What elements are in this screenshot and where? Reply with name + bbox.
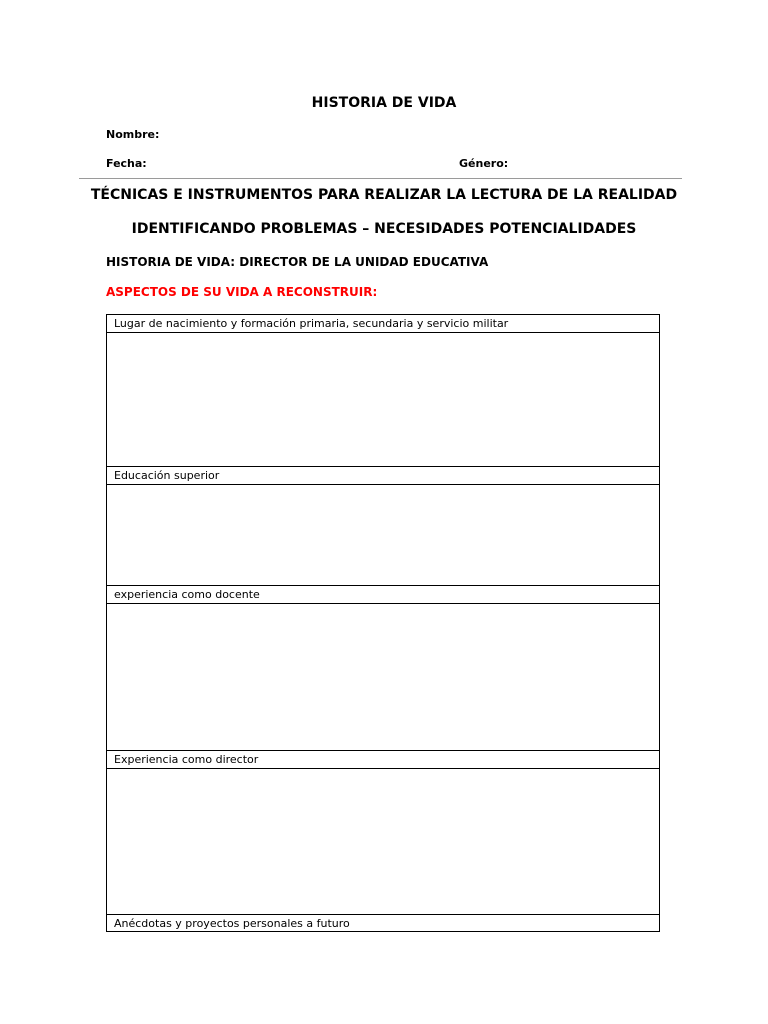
header-divider	[79, 178, 682, 179]
answer-box-experiencia-docente[interactable]	[107, 604, 659, 750]
life-aspects-table	[106, 314, 660, 932]
fecha-label: Fecha:	[106, 157, 147, 170]
heading-tecnicas: TÉCNICAS E INSTRUMENTOS PARA REALIZAR LA LECTURA DE LA REALIDAD	[90, 187, 678, 203]
answer-box-educacion-superior[interactable]	[107, 485, 659, 585]
row-label-experiencia-docente: experiencia como docente	[114, 588, 260, 601]
answer-box-nacimiento[interactable]	[107, 333, 659, 466]
genero-label: Género:	[459, 157, 509, 170]
nombre-label: Nombre:	[106, 128, 160, 141]
row-label-experiencia-director: Experiencia como director	[114, 753, 259, 766]
subheading-historia: HISTORIA DE VIDA: DIRECTOR DE LA UNIDAD EDUCATIVA	[106, 255, 489, 269]
section-heading-aspectos: ASPECTOS DE SU VIDA A RECONSTRUIR:	[106, 285, 378, 299]
document-title: HISTORIA DE VIDA	[311, 95, 457, 111]
heading-identificando: IDENTIFICANDO PROBLEMAS – NECESIDADES POTENCIALIDADES	[131, 221, 637, 237]
row-label-anecdotas: Anécdotas y proyectos personales a futuro	[114, 917, 350, 930]
row-label-nacimiento: Lugar de nacimiento y formación primaria, secundaria y servicio militar	[114, 317, 509, 330]
row-label-educacion-superior: Educación superior	[114, 469, 220, 482]
answer-box-experiencia-director[interactable]	[107, 769, 659, 914]
